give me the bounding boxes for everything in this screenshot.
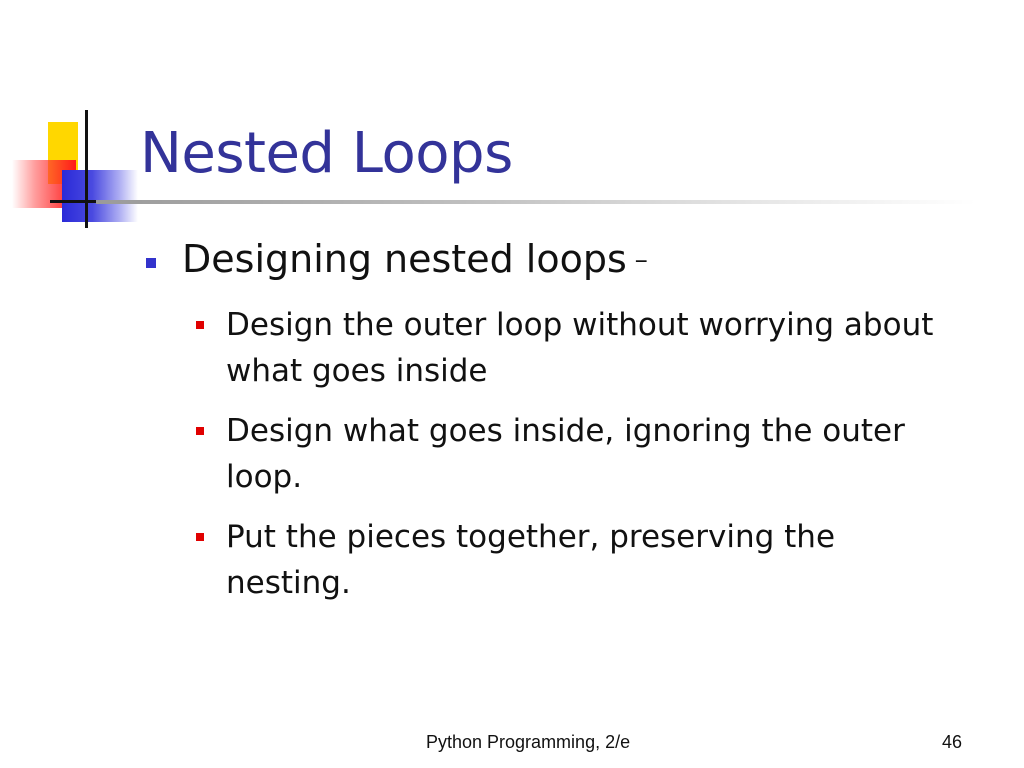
slide-title: Nested Loops — [140, 121, 513, 186]
bullet-text — [182, 236, 648, 284]
footer-book-title: Python Programming, 2/e — [426, 732, 631, 752]
red-square-bullet-icon — [196, 427, 204, 435]
logo-vertical-line — [85, 110, 88, 228]
bullet-item — [146, 236, 966, 284]
template-logo-icon — [0, 0, 160, 240]
sub-bullet-text: Design what goes inside, ignoring the outer loop. — [226, 413, 905, 495]
sub-bullet-text: Put the pieces together, preserving the nesting. — [226, 519, 836, 601]
sub-bullet-item — [196, 514, 956, 606]
red-square-bullet-icon — [196, 321, 204, 329]
red-square-bullet-icon — [196, 533, 204, 541]
bullet-label: Designing nested loops — [182, 237, 627, 281]
bullet-list-level1 — [146, 236, 966, 284]
bullet-list-level2 — [196, 302, 956, 620]
blue-square-bullet-icon — [146, 258, 156, 268]
logo-blue-block — [62, 170, 138, 222]
title-underline-rule — [96, 200, 976, 204]
bullet-dash: – — [634, 245, 648, 275]
sub-bullet-item — [196, 408, 956, 500]
footer-page-number: 46 — [941, 732, 962, 752]
sub-bullet-text: Design the outer loop without worrying about what goes inside — [226, 307, 934, 389]
sub-bullet-item — [196, 302, 956, 394]
